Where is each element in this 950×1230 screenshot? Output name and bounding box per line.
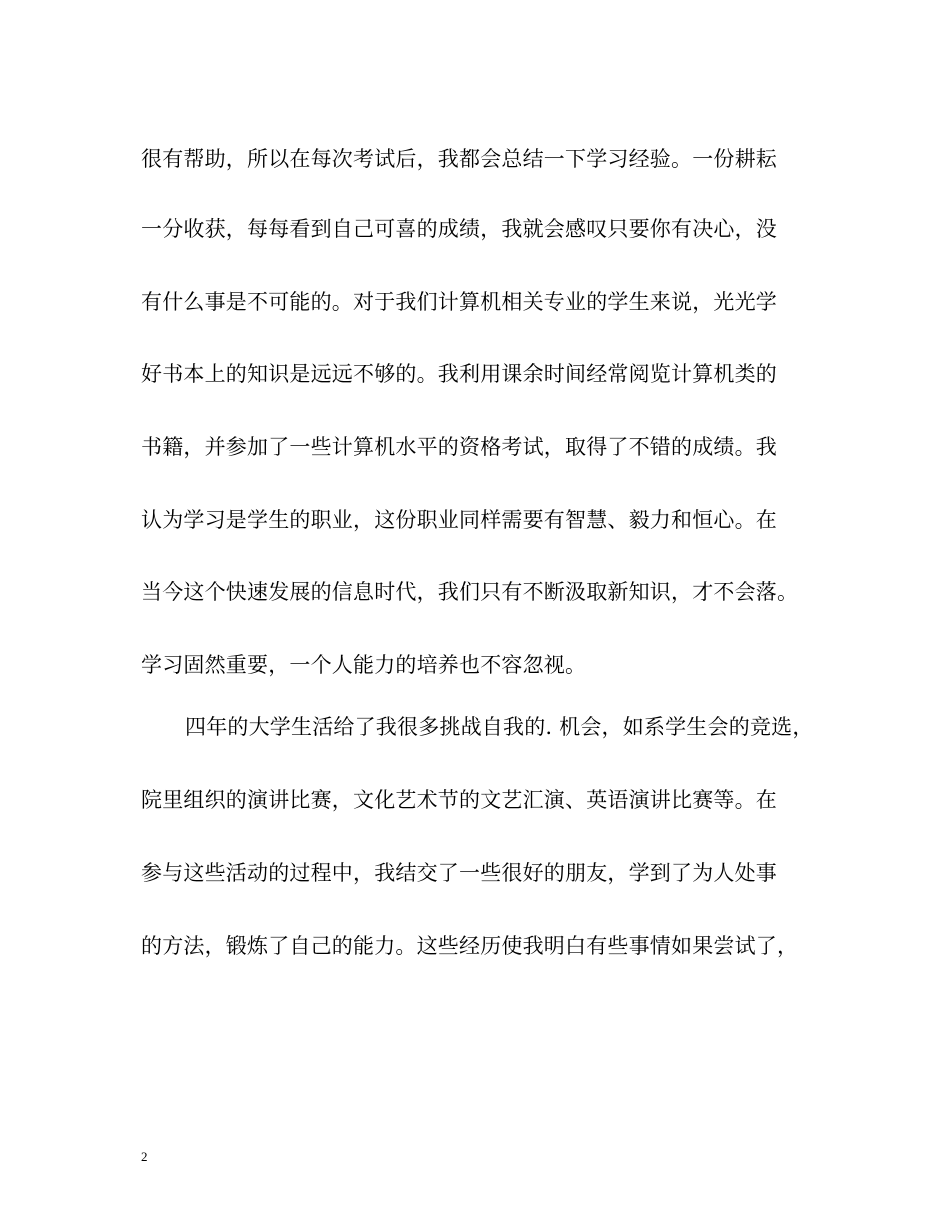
paragraph-start-line: 四年的大学生活给了我很多挑战自我的. 机会，如系学生会的竞选， <box>185 715 814 739</box>
text-line: 认为学习是学生的职业，这份职业同样需要有智慧、毅力和恒心。在 <box>141 508 777 532</box>
text-line: 学习固然重要，一个人能力的培养也不容忽视。 <box>141 653 587 677</box>
text-line: 院里组织的演讲比赛，文化艺术节的文艺汇演、英语演讲比赛等。在 <box>141 788 777 812</box>
text-line: 书籍，并参加了一些计算机水平的资格考试，取得了不错的成绩。我 <box>141 435 777 459</box>
page-number: 2 <box>141 1149 148 1164</box>
text-line: 一分收获，每每看到自己可喜的成绩，我就会感叹只要你有决心，没 <box>141 217 777 241</box>
text-line: 很有帮助，所以在每次考试后，我都会总结一下学习经验。一份耕耘 <box>141 147 777 171</box>
text-line: 的方法，锻炼了自己的能力。这些经历使我明白有些事情如果尝试了， <box>141 934 799 958</box>
text-line: 有什么事是不可能的。对于我们计算机相关专业的学生来说，光光学 <box>141 290 777 314</box>
text-line: 参与这些活动的过程中，我结交了一些很好的朋友，学到了为人处事 <box>141 861 777 885</box>
text-line: 好书本上的知识是远远不够的。我利用课余时间经常阅览计算机类的 <box>141 362 777 386</box>
text-line: 当今这个快速发展的信息时代，我们只有不断汲取新知识，才不会落。 <box>141 580 799 604</box>
